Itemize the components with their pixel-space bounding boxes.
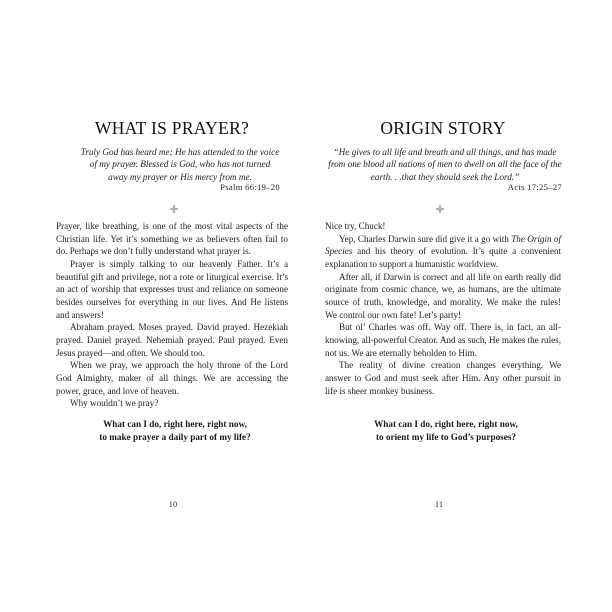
scripture-reference: Psalm 66:19–20 bbox=[220, 182, 280, 192]
page-title: ORIGIN STORY bbox=[380, 118, 506, 138]
page-number: 11 bbox=[434, 499, 444, 509]
paragraph: But ol’ Charles was off. Way off. There is, in fact, an all-knowing, all-powerful Creator. And as such, He makes the rules, not us. We are eternally beholden to Him. bbox=[325, 322, 561, 358]
right-page bbox=[306, 0, 612, 612]
question-line: What can I do, right here, right now, bbox=[374, 419, 518, 429]
scripture-reference: Acts 17:25–27 bbox=[507, 182, 562, 192]
paragraph bbox=[325, 233, 561, 271]
paragraph: Prayer, like breathing, is one of the most vital aspects of the Christian life. Yet it’s something we as believers often fail to do. Perhaps we don’t fully understand what prayer is. bbox=[56, 221, 288, 257]
paragraph: Prayer is simply talking to our heavenly Father. It’s a beautiful gift and privilege, not a rote or liturgical exercise. It’s an act of worship that expresses trust and reliance on someone besides ourselves for everything in our lives. And He listens and answers! bbox=[56, 258, 288, 320]
book-title: The Origin of Species bbox=[325, 233, 561, 257]
paragraph: Nice try, Chuck! bbox=[325, 221, 386, 231]
paragraph-text: and his theory of evolution. It’s quite a convenient explanation to support a humanistic worldview. bbox=[325, 246, 561, 269]
paragraph-text: Yep, Charles Darwin sure did give it a go with bbox=[339, 233, 512, 244]
paragraph: The reality of divine creation changes everything. We answer to God and must seek after Him. Any other pursuit in life is sheer monkey business. bbox=[325, 360, 561, 396]
question-line: What can I do, right here, right now, bbox=[103, 419, 247, 429]
page-number: 10 bbox=[168, 499, 178, 509]
reflection-question bbox=[60, 418, 290, 443]
paragraph: When we pray, we approach the holy throne of the Lord God Almighty, maker of all things. We are accessing the power, grace, and love of heaven. bbox=[56, 360, 288, 396]
epigraph: “He gives to all life and breath and all things, and has made from one blood all nations of men to dwell on all the face of the earth. . .that they should seek the Lord.” bbox=[328, 147, 562, 182]
reflection-question bbox=[328, 418, 564, 443]
cross-ornament-icon: ✚ bbox=[435, 204, 445, 216]
paragraph: Why wouldn’t we pray? bbox=[70, 398, 159, 409]
paragraph: After all, if Darwin is correct and all life on earth really did originate from cosmic chance, we, as humans, are the ultimate source of truth, knowledge, and morality. We make the rules! We control our own fate! Let’s party! bbox=[325, 271, 561, 320]
question-line: to make prayer a daily part of my life? bbox=[99, 431, 251, 442]
question-line: to orient my life to God’s purposes? bbox=[375, 431, 516, 442]
body-text bbox=[325, 220, 561, 397]
body-text bbox=[56, 220, 288, 410]
cross-ornament-icon: ✚ bbox=[169, 204, 179, 216]
paragraph: Abraham prayed. Moses prayed. David prayed. Hezekiah prayed. Daniel prayed. Nehemiah prayed. Paul prayed. Even Jesus prayed—and often. We should too. bbox=[56, 322, 288, 358]
epigraph: Truly God has heard me; He has attended to the voice of my prayer. Blessed is God, who has not turned away my prayer or His mercy from me. bbox=[80, 147, 280, 182]
page-title: WHAT IS PRAYER? bbox=[94, 118, 250, 138]
